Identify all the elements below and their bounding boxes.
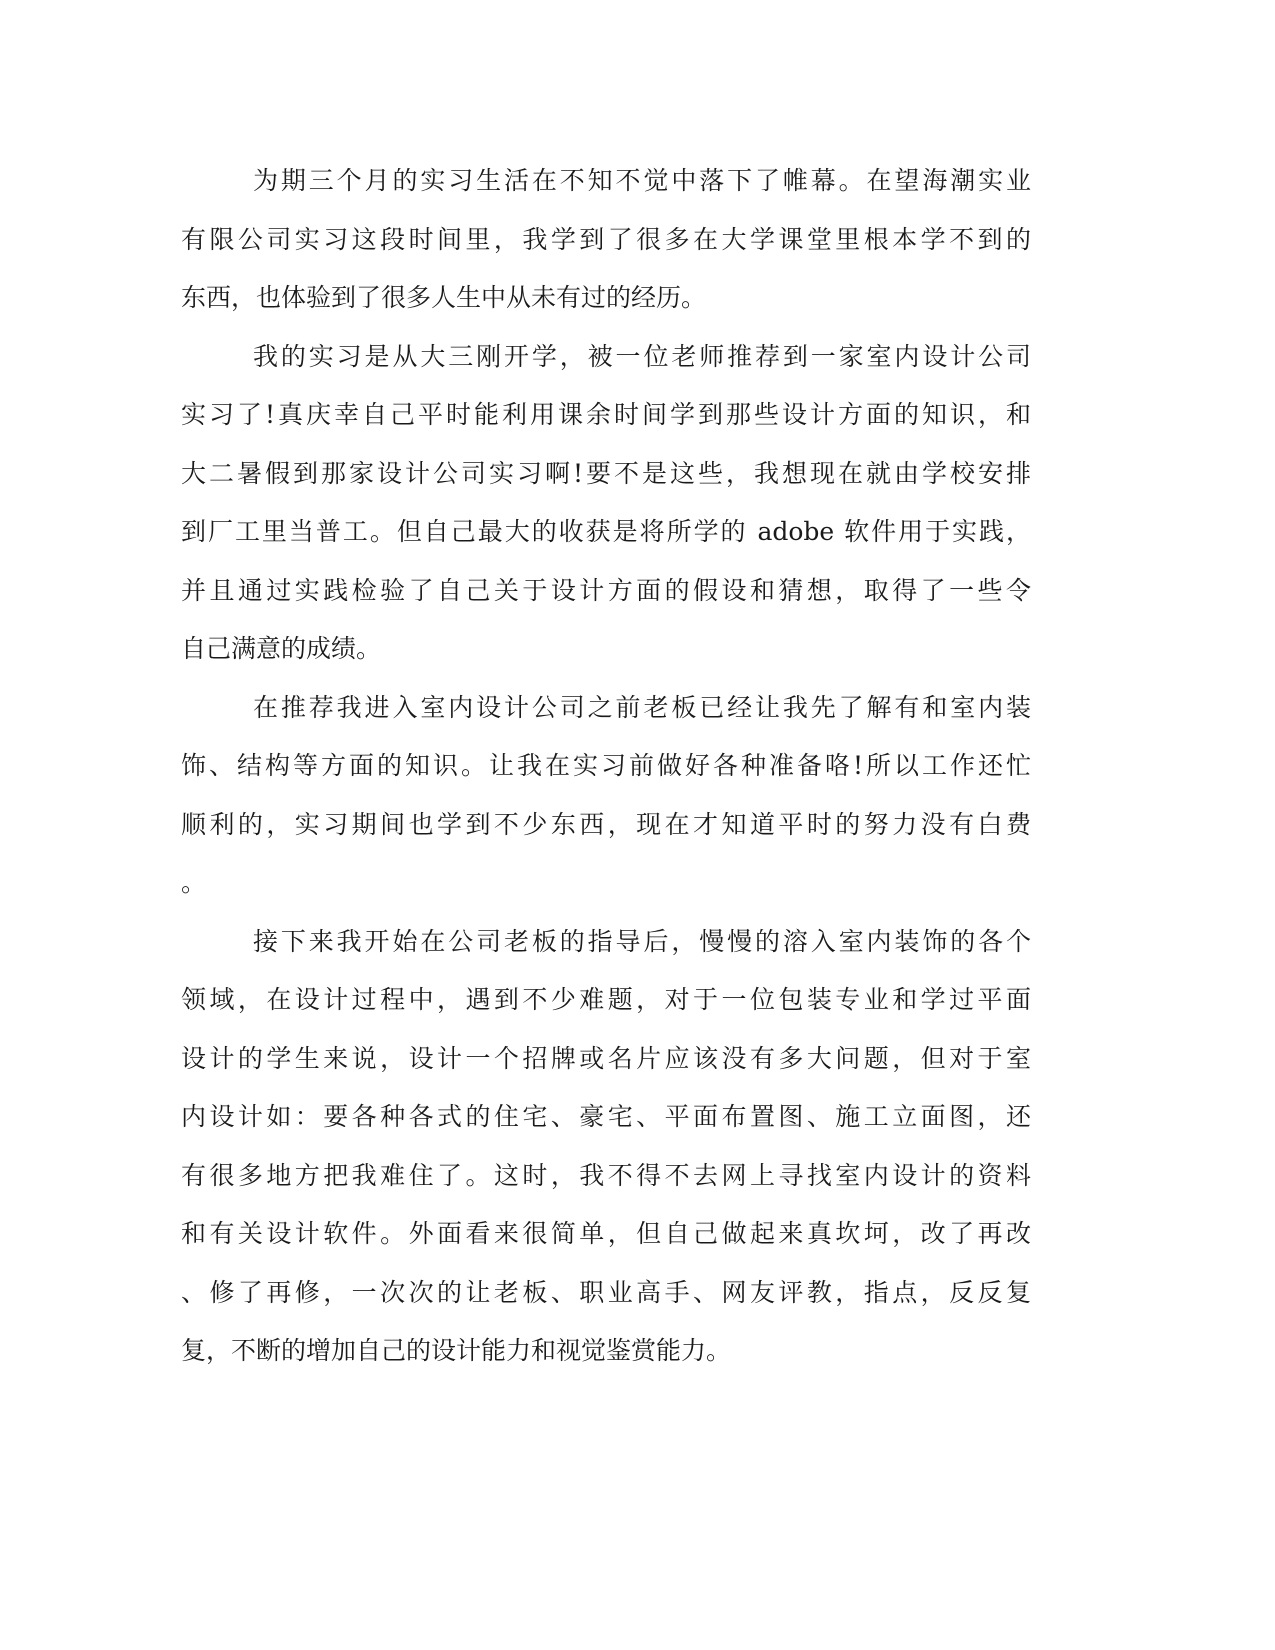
paragraph-line: 内设计如：要各种各式的住宅、豪宅、平面布置图、施工立面图，还 (181, 1102, 1031, 1131)
paragraph-line: 有限公司实习这段时间里，我学到了很多在大学课堂里根本学不到的 (181, 224, 1031, 254)
paragraph-line: 并且通过实践检验了自己关于设计方面的假设和猜想，取得了一些令 (181, 575, 1031, 605)
paragraph-line: 。 (181, 868, 207, 897)
paragraph-line: 设计的学生来说，设计一个招牌或名片应该没有多大问题，但对于室 (181, 1043, 1031, 1073)
paragraph-line: 大二暑假到那家设计公司实习啊!要不是这些，我想现在就由学校安排 (181, 458, 1031, 488)
paragraph-line: 有很多地方把我难住了。这时，我不得不去网上寻找室内设计的资料 (181, 1160, 1031, 1190)
paragraph-line: 和有关设计软件。外面看来很简单，但自己做起来真坎坷，改了再改 (181, 1219, 1031, 1248)
paragraph-line: 为期三个月的实习生活在不知不觉中落下了帷幕。在望海潮实业 (253, 166, 1031, 195)
paragraph-line: 领域，在设计过程中，遇到不少难题，对于一位包装专业和学过平面 (181, 985, 1031, 1014)
paragraph-line: 我的实习是从大三刚开学，被一位老师推荐到一家室内设计公司 (253, 341, 1031, 371)
paragraph-line: 饰、结构等方面的知识。让我在实习前做好各种准备咯!所以工作还忙 (181, 751, 1031, 780)
paragraph-line: 东西，也体验到了很多人生中从未有过的经历。 (181, 283, 707, 312)
paragraph-2 (181, 328, 1031, 679)
paragraph-4 (181, 913, 1031, 1381)
paragraph-line: 、修了再修，一次次的让老板、职业高手、网友评教，指点，反反复 (181, 1277, 1031, 1307)
paragraph-3 (181, 679, 1031, 913)
paragraph-line: 在推荐我进入室内设计公司之前老板已经让我先了解有和室内装 (253, 692, 1031, 722)
paragraph-line: 接下来我开始在公司老板的指导后，慢慢的溶入室内装饰的各个 (253, 926, 1031, 956)
paragraph-1 (181, 152, 1031, 328)
paragraph-line: 实习了!真庆幸自己平时能利用课余时间学到那些设计方面的知识，和 (181, 400, 1031, 429)
paragraph-line: 复，不断的增加自己的设计能力和视觉鉴赏能力。 (181, 1336, 732, 1365)
document-body (181, 152, 1031, 1381)
paragraph-line: 顺利的，实习期间也学到不少东西，现在才知道平时的努力没有白费 (181, 809, 1031, 839)
paragraph-line: 到厂工里当普工。但自己最大的收获是将所学的 adobe 软件用于实践， (181, 517, 1031, 546)
paragraph-line: 自己满意的成绩。 (181, 634, 382, 663)
